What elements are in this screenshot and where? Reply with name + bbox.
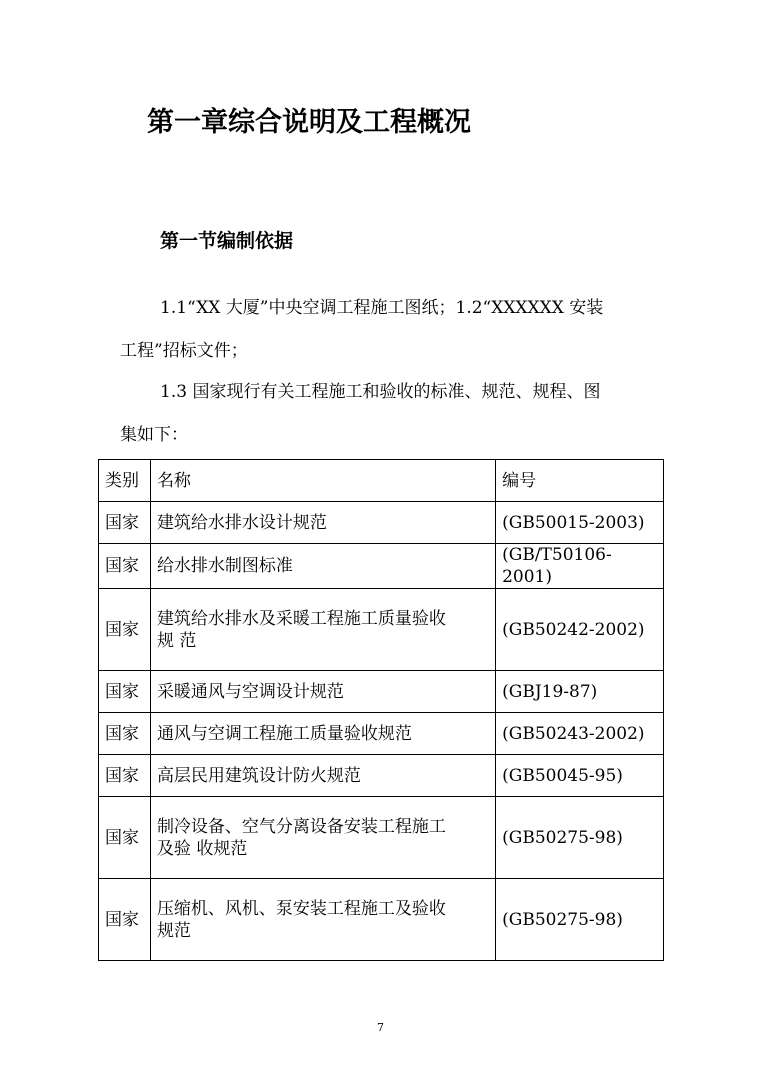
- row-name: 通风与空调工程施工质量验收规范: [150, 713, 495, 755]
- table-row: [99, 755, 664, 797]
- row-code: (GBJ19-87): [496, 671, 664, 713]
- paragraph-1-line-2: 工程”招标文件；: [120, 341, 248, 361]
- row-name: 采暖通风与空调设计规范: [150, 671, 495, 713]
- table-row: [99, 879, 664, 961]
- row-name: 给水排水制图标准: [150, 544, 495, 589]
- row-category: 国家: [99, 502, 151, 544]
- paragraph-1-line-1: 1.1“XX 大厦”中央空调工程施工图纸；1.2“XXXXXX 安装: [160, 298, 604, 318]
- row-category: 国家: [99, 589, 151, 671]
- row-code: (GB50275-98): [496, 797, 664, 879]
- row-name-line-1: 建筑给水排水及采暖工程施工质量验收: [156, 608, 446, 629]
- table-row: [99, 671, 664, 713]
- header-name: 名称: [150, 460, 495, 502]
- row-name: [150, 797, 495, 879]
- table-row: [99, 589, 664, 671]
- row-code: (GB50275-98): [496, 879, 664, 961]
- row-category: 国家: [99, 755, 151, 797]
- row-name-line-2: 规 范: [156, 630, 197, 651]
- table-row: [99, 713, 664, 755]
- section-title: 第一节编制依据: [160, 230, 294, 252]
- table-header-row: [99, 460, 664, 502]
- row-name: 高层民用建筑设计防火规范: [150, 755, 495, 797]
- header-code: 编号: [496, 460, 664, 502]
- row-name-line-1: 制冷设备、空气分离设备安装工程施工: [156, 816, 446, 837]
- row-name-line-2: 规范: [156, 920, 191, 941]
- header-category: 类别: [99, 460, 151, 502]
- row-code: (GB50015-2003): [496, 502, 664, 544]
- row-category: 国家: [99, 544, 151, 589]
- row-code: (GB50045-95): [496, 755, 664, 797]
- row-category: 国家: [99, 797, 151, 879]
- chapter-title: 第一章综合说明及工程概况: [147, 107, 471, 138]
- row-category: 国家: [99, 879, 151, 961]
- row-name-line-1: 压缩机、风机、泵安装工程施工及验收: [156, 898, 446, 919]
- row-name: 建筑给水排水设计规范: [150, 502, 495, 544]
- table-row: [99, 502, 664, 544]
- row-category: 国家: [99, 671, 151, 713]
- row-name: [150, 879, 495, 961]
- table-row: [99, 544, 664, 589]
- standards-table: [98, 459, 664, 961]
- row-name: [150, 589, 495, 671]
- row-category: 国家: [99, 713, 151, 755]
- row-code: (GB/T50106-2001): [496, 544, 664, 589]
- table-row: [99, 797, 664, 879]
- page-number: 7: [377, 1021, 384, 1034]
- row-code: (GB50243-2002): [496, 713, 664, 755]
- paragraph-2-line-1: 1.3 国家现行有关工程施工和验收的标准、规范、规程、图: [160, 382, 601, 402]
- row-code: (GB50242-2002): [496, 589, 664, 671]
- row-name-line-2: 及验 收规范: [156, 838, 248, 859]
- paragraph-2-line-2: 集如下：: [120, 425, 188, 445]
